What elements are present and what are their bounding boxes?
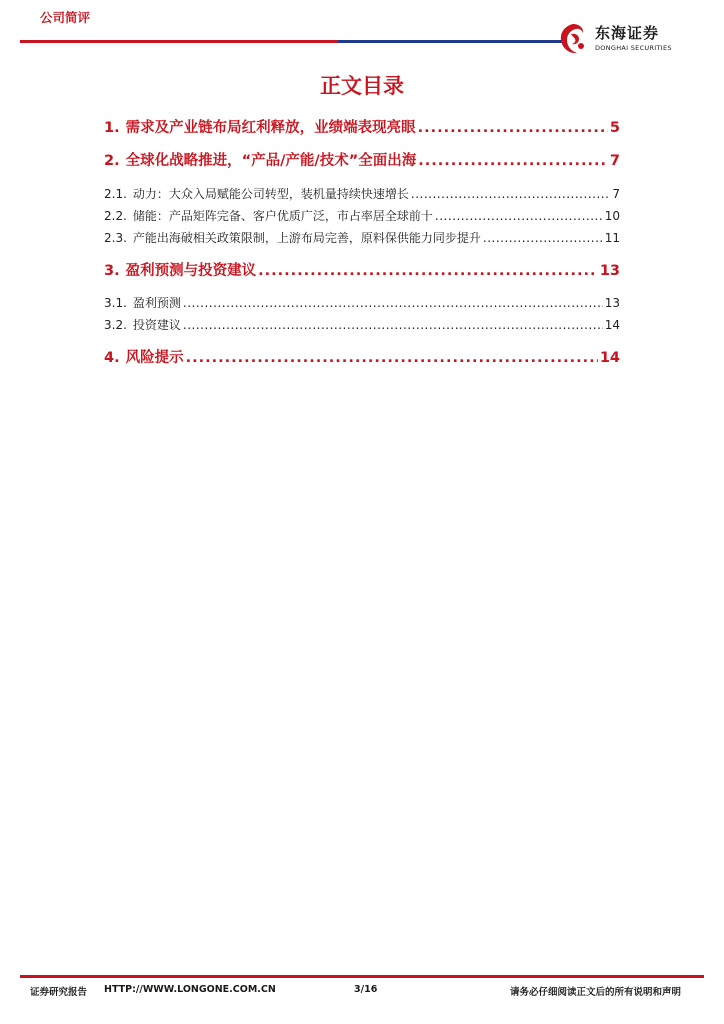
header-rule-blue [338, 40, 564, 43]
toc-page: 11 [604, 231, 620, 245]
toc-entry-1[interactable] [104, 116, 620, 137]
toc-number: 4. [104, 350, 120, 366]
toc-number: 2.1. [104, 187, 127, 201]
toc-entry-2[interactable] [104, 149, 620, 170]
toc-text: 需求及产业链布局红利释放，业绩端表现亮眼 [125, 120, 416, 136]
toc-leader [186, 350, 598, 366]
toc-number: 3.2. [104, 318, 127, 332]
dragon-logo-icon [557, 22, 589, 56]
page-number: 3/16 [354, 984, 378, 995]
toc-number: 1. [104, 120, 120, 136]
toc-entry-3[interactable] [104, 259, 620, 280]
toc-leader [411, 187, 610, 201]
toc-page: 5 [609, 120, 620, 136]
toc-leader [435, 209, 603, 223]
toc-leader [258, 263, 598, 279]
footer-rule [20, 975, 704, 978]
toc-page: 14 [599, 350, 620, 366]
toc-text: 储能：产品矩阵完备、客户优质广泛，市占率居全球前十 [132, 209, 433, 223]
toc-number: 2.2. [104, 209, 127, 223]
toc-text: 产能出海破相关政策限制，上游布局完善，原料保供能力同步提升 [132, 231, 481, 245]
toc-entry-2-1[interactable] [104, 185, 620, 202]
toc-number: 2.3. [104, 231, 127, 245]
toc-leader [183, 318, 603, 332]
toc-text: 全球化战略推进，“产品/产能/技术”全面出海 [125, 153, 417, 169]
footer-url-link[interactable]: HTTP://WWW.LONGONE.COM.CN [104, 984, 276, 995]
toc-entry-2-2[interactable] [104, 207, 620, 224]
toc-leader [418, 153, 608, 169]
report-type-label: 公司简评 [40, 10, 91, 25]
logo-english-name: DONGHAI SECURITIES [595, 44, 672, 52]
toc-page: 7 [609, 153, 620, 169]
toc-entry-4[interactable] [104, 346, 620, 367]
toc-page: 13 [604, 296, 620, 310]
toc-entry-2-3[interactable] [104, 229, 620, 246]
toc-text: 风险提示 [125, 350, 184, 366]
toc-leader [418, 120, 608, 136]
toc-entry-3-2[interactable] [104, 316, 620, 333]
toc-number: 3. [104, 263, 120, 279]
toc-number: 3.1. [104, 296, 127, 310]
header-rule-red [20, 40, 338, 43]
toc-page: 10 [604, 209, 620, 223]
toc-text: 盈利预测与投资建议 [125, 263, 257, 279]
toc-entry-3-1[interactable] [104, 294, 620, 311]
toc-text: 投资建议 [132, 318, 181, 332]
footer-report-type: 证券研究报告 [30, 987, 88, 998]
toc-leader [183, 296, 603, 310]
toc-number: 2. [104, 153, 120, 169]
logo-chinese-name: 东海证券 [595, 24, 660, 42]
toc-text: 动力：大众入局赋能公司转型，装机量持续快速增长 [132, 187, 409, 201]
footer-disclaimer: 请务必仔细阅读正文后的所有说明和声明 [510, 987, 682, 998]
toc-page: 7 [612, 187, 620, 201]
toc-page: 13 [599, 263, 620, 279]
toc-page: 14 [604, 318, 620, 332]
page-title: 正文目录 [320, 74, 404, 98]
toc-leader [483, 231, 603, 245]
toc-text: 盈利预测 [132, 296, 181, 310]
company-logo [557, 20, 707, 60]
